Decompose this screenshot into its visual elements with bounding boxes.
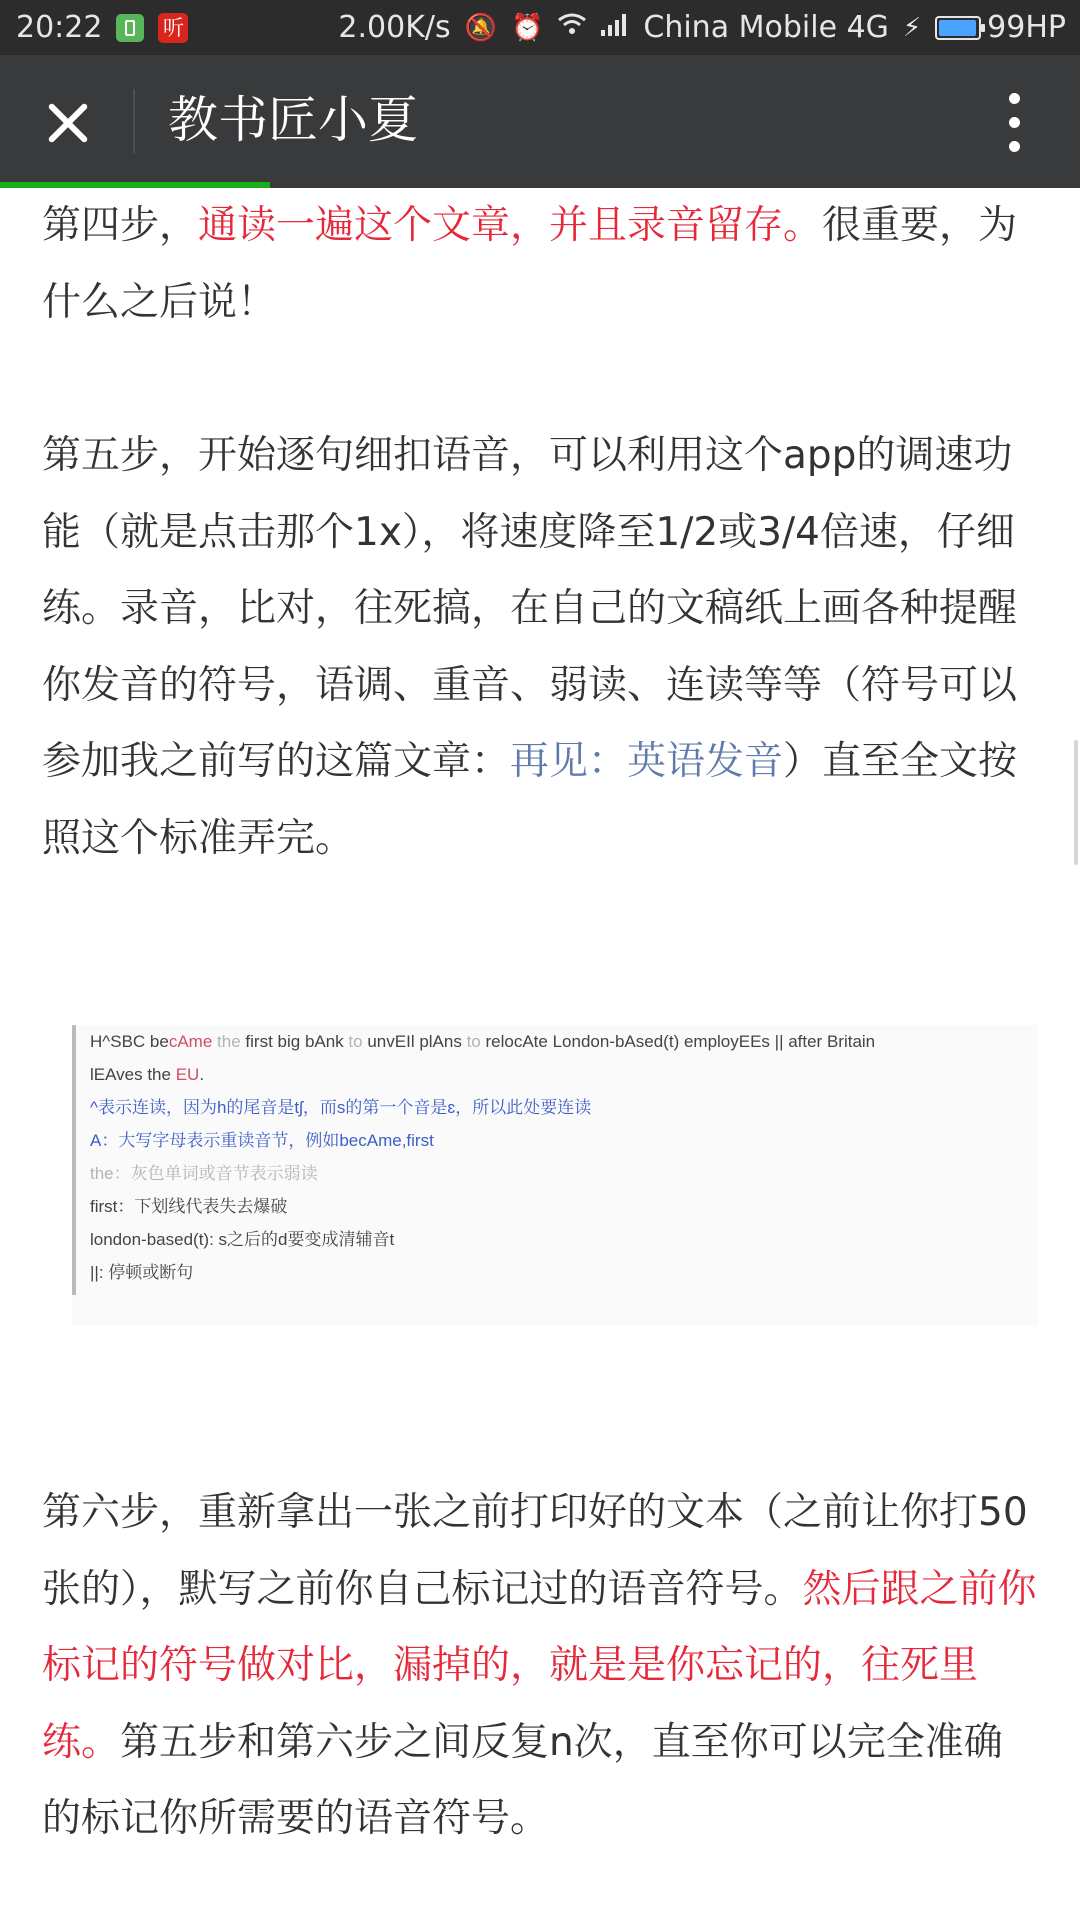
paragraph-step-5 (42, 418, 1038, 877)
figure-line-4: A：大写字母表示重读音节，例如becAme,first (90, 1131, 434, 1150)
step4-prefix: 第四步， (42, 203, 199, 248)
wifi-icon (557, 12, 587, 43)
step6-suffix: 第五步和第六步之间反复n次，直至你可以完全准确的标记你所需要的语音符号。 (42, 1719, 1003, 1841)
step5-suffix: ）直至全文按照这个标准弄完。 (42, 739, 1018, 861)
paragraph-step-4 (42, 188, 1038, 341)
page-title: 教书匠小夏 (168, 91, 418, 149)
signal-icon (601, 13, 629, 43)
step4-suffix: 很重要，为什么之后说！ (42, 203, 1018, 325)
sim-app-icon (116, 14, 144, 42)
fig-text: H^SBC be (90, 1032, 169, 1051)
figure-line-6: first：下划线代表失去爆破 (90, 1197, 288, 1216)
battery-level: 99HP (987, 10, 1066, 45)
carrier-label: China Mobile 4G (643, 10, 889, 45)
fig-text: relocAte London-bAsed(t) employEEs || after Britain (485, 1032, 876, 1051)
figure-quote (72, 1025, 1038, 1295)
annotated-sentence-image (72, 1025, 1038, 1325)
fig-text: unvEIl plAns (367, 1032, 462, 1051)
header-divider (133, 89, 135, 153)
article-body (42, 188, 1038, 1858)
figure-line-1 (90, 1025, 1038, 1058)
pronunciation-article-link[interactable]: 再见：英语发音 (510, 739, 784, 784)
step6-prefix: 第六步，重新拿出一张之前打印好的文本（之前让你打50张的），默写之前你自己标记过的语音符号。 (42, 1490, 1028, 1612)
figure-line-2 (90, 1058, 1038, 1091)
scrollbar[interactable] (1074, 740, 1078, 865)
listen-app-icon: 听 (158, 13, 188, 43)
battery-icon (935, 16, 981, 40)
close-icon[interactable] (36, 91, 100, 155)
fig-text: cAme (168, 1032, 213, 1051)
figure-line-3: ^表示连读，因为h的尾音是tʃ，而s的第一个音是ɛ，所以此处要连读 (90, 1098, 592, 1117)
step4-highlight: 通读一遍这个文章，并且录音留存。 (198, 203, 823, 248)
fig-text: . (199, 1065, 205, 1084)
mute-icon: 🔕 (464, 12, 498, 43)
net-speed: 2.00K/s (338, 10, 451, 45)
paragraph-step-6 (42, 1475, 1038, 1858)
step5-text: 第五步，开始逐句细扣语音，可以利用这个app的调速功能（就是点击那个1x），将速度降至1/2或3/4倍速，仔细练。录音，比对，往死搞，在自己的文稿纸上画各种提醒你发音的符号，语调、重音、弱读、连读等等（符号可以参加我之前写的这篇文章： (42, 433, 1018, 784)
fig-text: first big bAnk (245, 1032, 344, 1051)
alarm-icon: ⏰ (511, 12, 544, 43)
figure-line-5: the：灰色单词或音节表示弱读 (90, 1164, 318, 1183)
figure-line-8: ||: 停顿或断句 (90, 1263, 194, 1282)
fig-text: to (466, 1032, 481, 1051)
fig-text: lEAves the (90, 1065, 176, 1084)
fig-text: EU (175, 1065, 200, 1084)
fig-text: to (348, 1032, 363, 1051)
top-bar (0, 55, 1080, 188)
status-time: 20:22 (16, 10, 103, 45)
fig-text: the (217, 1032, 241, 1051)
status-bar (0, 0, 1080, 55)
step6-highlight: 然后跟之前你标记的符号做对比，漏掉的，就是是你忘记的，往死里练。 (42, 1566, 1037, 1765)
figure-line-7: london-based(t): s之后的d要变成清辅音t (90, 1230, 395, 1249)
charging-icon: ⚡ (902, 12, 922, 43)
more-options-icon[interactable] (998, 93, 1032, 153)
